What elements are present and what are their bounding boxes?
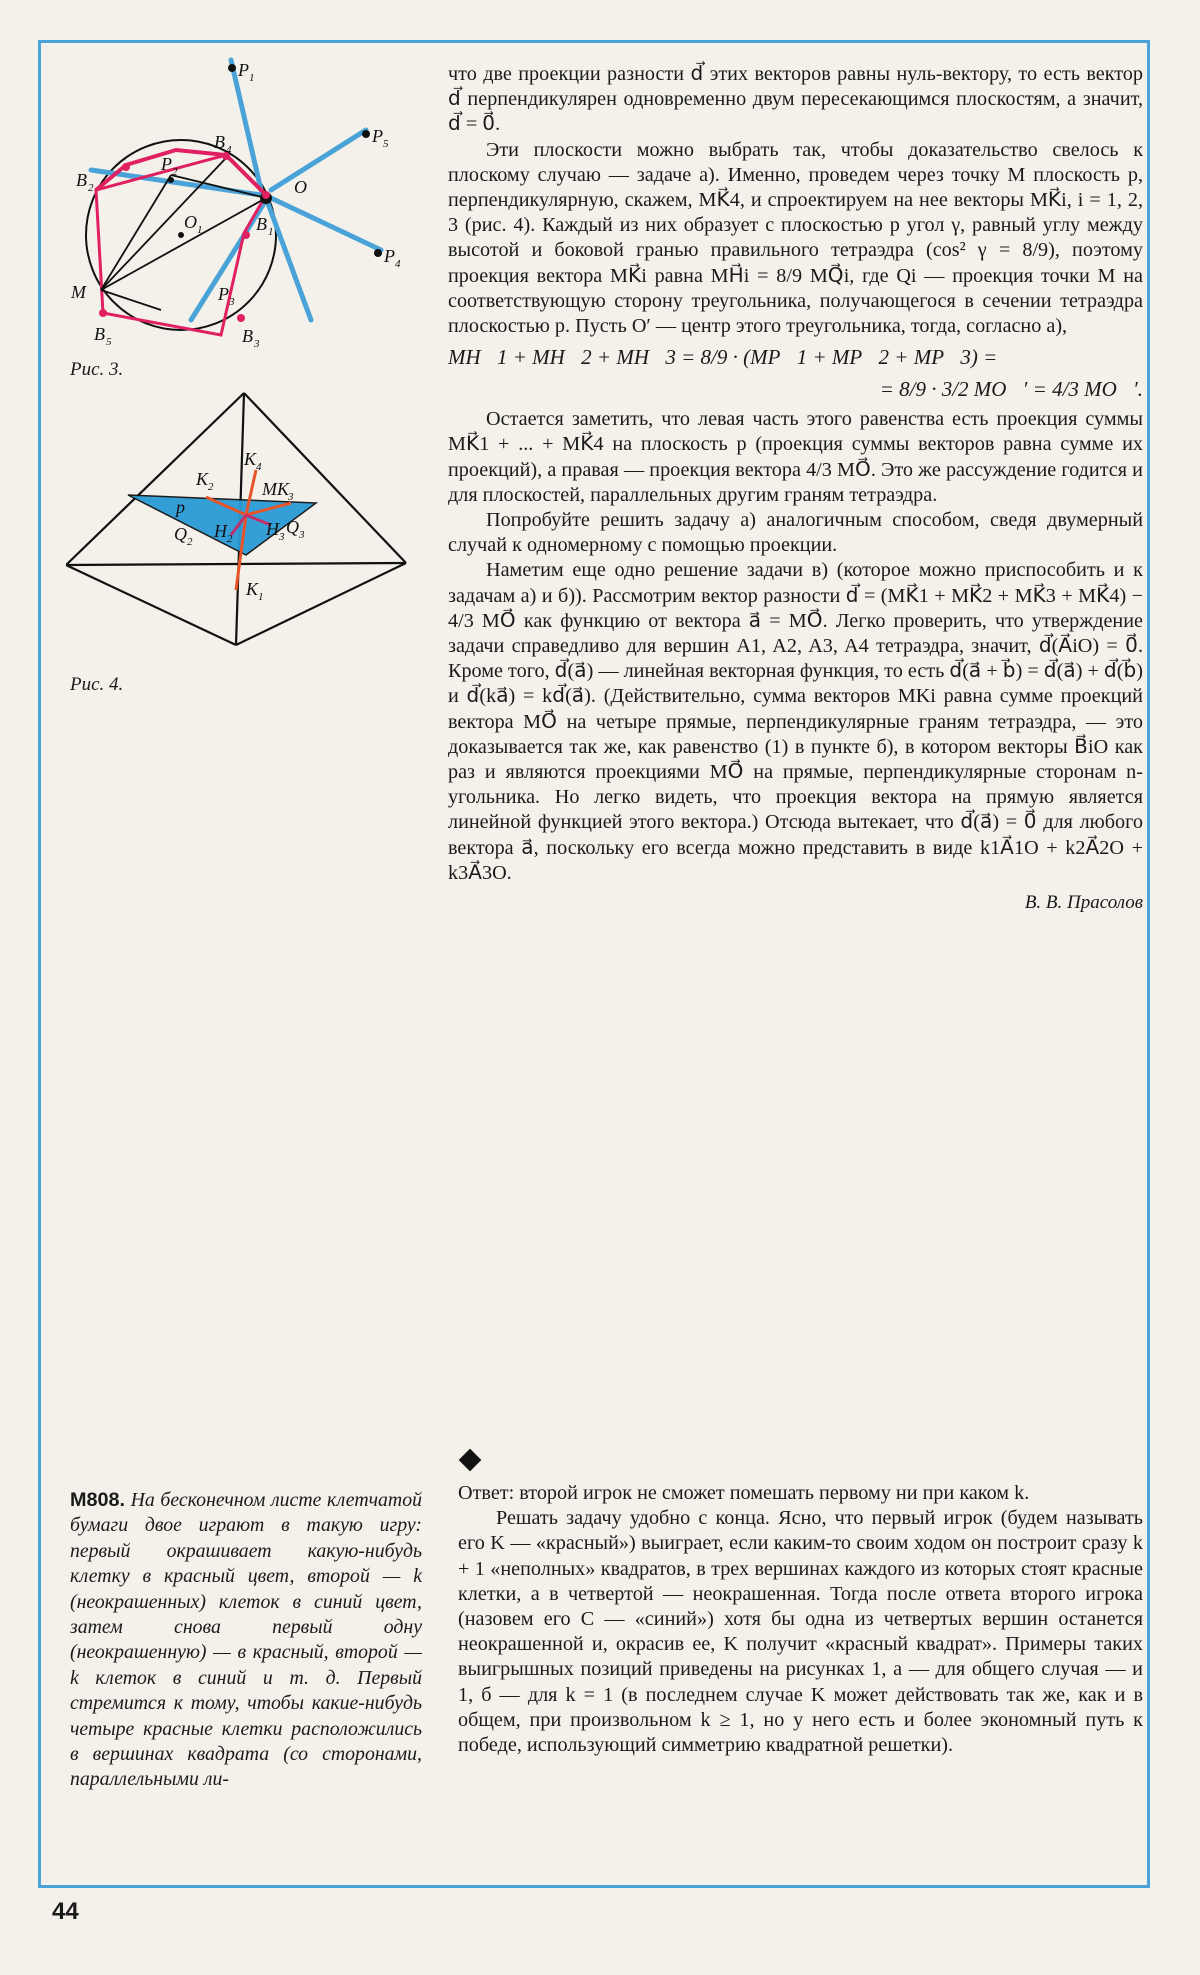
figure-4 xyxy=(66,385,426,665)
svg-text:Q: Q xyxy=(286,517,299,537)
svg-text:MK: MK xyxy=(262,479,289,499)
svg-text:O: O xyxy=(294,177,307,197)
svg-text:B: B xyxy=(76,170,87,190)
svg-text:3: 3 xyxy=(288,491,294,503)
svg-text:B: B xyxy=(94,324,105,344)
svg-text:1: 1 xyxy=(197,224,203,236)
figure-3 xyxy=(66,50,426,350)
paragraph-4: Попробуйте решить задачу а) аналогичным способом, сведя двумерный случай к одномерному с помощью проекции. xyxy=(448,509,1143,557)
problem-text: На бесконечном листе клетчатой бумаги двое играют в такую игру: первый окрашивает какую-нибудь клетку в красный цвет, второй — k (неокрашенных) клеток в синий цвет, затем снова первый одну (неокрашенную) — в красный, второй — k клеток в синий и т. д. Первый стремится к тому, чтобы какие-нибудь четыре красные клетки расположились в вершинах квадрата (со сторонами, параллельными ли- xyxy=(70,1489,422,1791)
left-column xyxy=(66,50,426,696)
svg-text:2: 2 xyxy=(88,182,94,194)
svg-text:5: 5 xyxy=(383,138,389,150)
answer-line: Ответ: второй игрок не сможет помешать первому ни при каком k. xyxy=(458,1482,1030,1504)
svg-text:Q: Q xyxy=(174,524,187,544)
figure-3-caption: Рис. 3. xyxy=(70,359,124,380)
svg-text:B: B xyxy=(242,326,253,346)
svg-text:P: P xyxy=(238,60,249,80)
answer-section xyxy=(458,1481,1143,1758)
formula-1: MH⃗1 + MH⃗2 + MH⃗3 = 8/9 · (MP⃗1 + MP⃗2 + MP⃗3) = xyxy=(448,345,998,370)
paragraph-1: что две проекции разности d⃗ этих векторов равны нуль-вектору, то есть вектор d⃗ перпендикулярен одновременно двум пересекающимся плоскостям, а значит, d⃗ = 0⃗. xyxy=(448,63,1143,136)
svg-text:3: 3 xyxy=(229,296,235,308)
svg-text:K: K xyxy=(196,469,209,489)
paragraph-3: Остается заметить, что левая часть этого равенства есть проекция суммы MK⃗1 + ... + MK⃗4 на плоскость p (проекция суммы векторов равна сумме их проекций), а правая — проекция вектора 4/3 MO⃗. Это же рассуждение годится и для плоскостей, параллельных другим граням тетраэдра. xyxy=(448,408,1143,506)
svg-text:H: H xyxy=(266,519,279,539)
figure-4-caption: Рис. 4. xyxy=(70,674,124,695)
svg-text:H: H xyxy=(214,521,227,541)
svg-text:2: 2 xyxy=(172,166,178,178)
svg-text:O: O xyxy=(184,212,197,232)
svg-text:4: 4 xyxy=(256,461,262,473)
svg-text:1: 1 xyxy=(249,72,255,84)
right-column xyxy=(448,62,1143,914)
svg-text:K: K xyxy=(246,579,259,599)
svg-text:B: B xyxy=(214,132,225,152)
svg-text:3: 3 xyxy=(254,338,260,350)
svg-text:2: 2 xyxy=(187,536,193,548)
svg-text:4: 4 xyxy=(226,144,232,156)
svg-text:3: 3 xyxy=(279,531,285,543)
svg-text:P: P xyxy=(161,154,172,174)
paragraph-5: Наметим еще одно решение задачи в) (которое можно приспособить и к задачам а) и б)). Рассмотрим вектор разности d⃗ = (MK⃗1 + MK⃗2 + MK⃗3 + MK⃗4) − 4/3 MO⃗ как функцию от вектора a⃗ = MO⃗. Легко проверить, что утверждение задачи справедливо для вершин A1, A2, A3, A4 тетраэдра, значит, d⃗(A⃗iO) = 0⃗. Кроме того, d⃗(a⃗) — линейная векторная функция, то есть d⃗(a⃗ + b⃗) = d⃗(a⃗) + d⃗(b⃗) и d⃗(ka⃗) = kd⃗(a⃗). (Действительно, сумма векторов MKi равна сумме проекций вектора MO⃗ на четыре прямые, перпендикулярные граням тетраэдра, — это доказывается так же, как равенство (1) в пункте б), в котором векторы B⃗iO как раз и являются проекциями MO⃗ на прямые, перпендикулярные сторонам n-угольника. Но легко видеть, что проекция вектора на прямую является линейной функцией этого вектора.) Отсюда вытекает, что d⃗(a⃗) = 0⃗ для любого вектора a⃗, поскольку его всегда можно представить в виде k1A⃗1O + k2A⃗2O + k3A⃗3O. xyxy=(448,559,1143,884)
svg-text:M: M xyxy=(71,282,86,302)
answer-paragraph: Решать задачу удобно с конца. Ясно, что первый игрок (будем называть его K — «красный») выиграет, если каким-то своим ходом он построит сразу k + 1 «неполных» квадратов, в трех вершинах каждого из которых стоят красные клетки, а в четвертой — неокрашенная. Тогда после ответа второго игрока (назовем его C — «синий») хотя бы одна из четвертых вершин останется неокрашенной и, окрасив ее, K получит «красный квадрат». Примеры таких выигрышных позиций приведены на рисунках 1, а — для общего случая — и 1, б — для k = 1 (в последнем случае K может действовать так же, как и в общем, при произвольном k ≥ 1, но у него есть и более экономный путь к победе, использующий симметрию квадратной решетки). xyxy=(458,1507,1143,1757)
svg-text:B: B xyxy=(256,214,267,234)
page-number: 44 xyxy=(52,1898,79,1925)
svg-text:2: 2 xyxy=(208,481,214,493)
paragraph-2: Эти плоскости можно выбрать так, чтобы доказательство свелось к плоскому случаю — задаче а). Именно, проведем через точку M плоскость p, перпендикулярную, скажем, MK⃗4, и спроектируем на нее векторы MK⃗i, i = 1, 2, 3 (рис. 4). Каждый из них образует с плоскостью p угол γ, равный углу между высотой и боковой гранью правильного тетраэдра (cos² γ = 8/9), поэтому проекция вектора MK⃗i равна MH⃗i = 8/9 MQ⃗i, где Qi — проекция точки M на соответствующую сторону треугольника, получающегося в сечении тетраэдра плоскостью p. Пусть O′ — центр этого треугольника, тогда, согласно а), xyxy=(448,138,1143,338)
svg-text:1: 1 xyxy=(268,226,274,238)
problem-id: М808. xyxy=(70,1489,125,1511)
svg-text:5: 5 xyxy=(106,336,112,348)
svg-text:3: 3 xyxy=(299,529,305,541)
author-signature: В. В. Прасолов xyxy=(1024,892,1143,914)
svg-text:P: P xyxy=(384,246,395,266)
svg-text:p: p xyxy=(176,497,185,517)
svg-text:P: P xyxy=(372,126,383,146)
svg-text:P: P xyxy=(218,284,229,304)
svg-text:K: K xyxy=(244,449,257,469)
problem-statement xyxy=(70,1488,422,1793)
svg-text:2: 2 xyxy=(227,533,233,545)
formula-2: = 8/9 · 3/2 MO⃗′ = 4/3 MO⃗′. xyxy=(879,377,1143,402)
svg-text:4: 4 xyxy=(395,258,401,270)
svg-text:1: 1 xyxy=(258,591,264,603)
